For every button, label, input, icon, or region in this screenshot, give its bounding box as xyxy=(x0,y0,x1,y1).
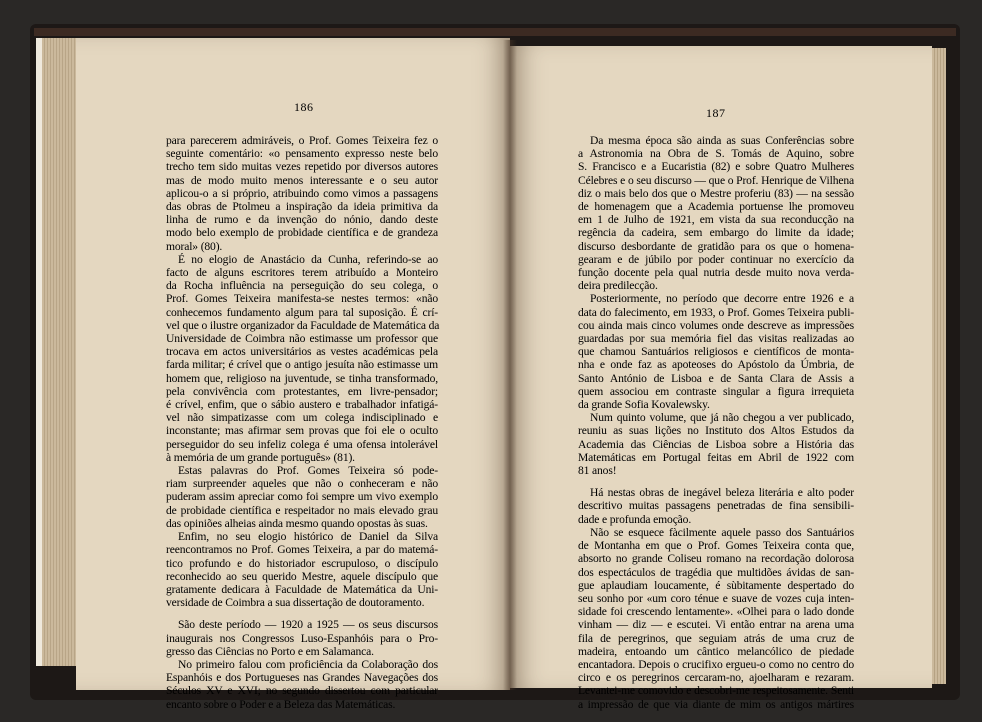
text-line: mas de modo muito menos interessante e o seu autor xyxy=(166,173,438,187)
text-line: perseguidor do seu infeliz colega é uma ofensa intolerável xyxy=(166,437,438,451)
text-line: fila de peregrinos, que seguiam atrás de uma cruz de xyxy=(578,631,854,645)
text-line: à memória de um grande português» (81). xyxy=(166,450,355,464)
text-line: de probidade científica e respeitador no mais elevado grau xyxy=(166,503,438,517)
text-line: seguinte comentário: «o pensamento expresso neste belo xyxy=(166,147,438,161)
text-line: seu sonho por «um coro ténue e suave de vozes cuja inten- xyxy=(578,591,854,605)
text-line: Posteriormente, no período que decorre entre 1926 e a xyxy=(590,292,854,306)
text-line: pela convivência com protestantes, em livre-pensador; xyxy=(166,384,438,398)
text-line: função docente pela qual nutria desde muito nova verda- xyxy=(578,266,854,280)
text-line: moral» (80). xyxy=(166,239,223,253)
text-line: a impressão de que via diante de mim os antigos mártires xyxy=(578,697,854,711)
text-line: inaugurais nos Congressos Luso-Espanhóis para o Pro- xyxy=(166,631,438,645)
text-line: riam surpreender aqueles que não o conheceram e não xyxy=(166,477,438,491)
text-line: conhecemos fundamento algum para tal suposição. É crí- xyxy=(166,305,438,319)
text-line: Da mesma época são ainda as suas Conferências sobre xyxy=(590,134,854,147)
text-line: trocava em actos universitários as vestes académicas pela xyxy=(166,345,438,359)
text-line: gresso das Ciências no Porto e em Salamanca. xyxy=(166,644,374,658)
text-line: diz o mais belo dos que o Mestre proferiu (83) — na sessão xyxy=(578,186,854,200)
text-line: quem associou em contraste singular a figura irrequieta xyxy=(578,384,854,398)
text-line: Espanhóis e dos Portugueses nas Grandes Navegações dos xyxy=(166,671,438,685)
text-line: vel que o ilustre organizador da Faculdade de Matemática da xyxy=(166,318,440,332)
text-line: dos espectáculos de tragédia que multidões ávidas de san- xyxy=(578,565,854,579)
text-line: das opiniões alheias ainda mesmo quando opostas às suas. xyxy=(166,516,428,530)
text-line: em 1 de Julho de 1921, em vista da sua reconducção na xyxy=(578,213,854,227)
book-spine-edge xyxy=(34,28,956,36)
text-line: É no elogio de Anastácio da Cunha, referindo-se ao xyxy=(178,252,438,266)
text-line: trecho tem sido muitas vezes repetido por diversos autores xyxy=(166,160,438,174)
text-line: Santo António de Lisboa e de Santa Clara de Assis a xyxy=(578,371,854,385)
text-line: puderam assim apreciar como foi sempre um vivo exemplo xyxy=(166,490,438,504)
text-line: No primeiro falou com proficiência da Colaboração dos xyxy=(178,657,438,671)
text-line: reencontramos no Prof. Gomes Teixeira, a par do matemá- xyxy=(166,543,438,557)
text-line: Levantei-me comovido e descobri-me respeitosamente. Senti xyxy=(578,684,854,698)
text-line: data do falecimento, em 1933, o Prof. Gomes Teixeira publi- xyxy=(578,305,854,319)
text-line: circo e os peregrinos cercaram-no, ajoelharam e rezaram. xyxy=(578,671,854,685)
text-line: vinham — diz — e escutei. Vi então entrar na arena uma xyxy=(578,618,854,632)
text-line: farda militar; é crível que o antigo jesuíta não estimasse um xyxy=(166,358,438,372)
text-line: absorto no grande Coliseu romano na recordação dolorosa xyxy=(578,552,854,566)
text-line: gue aplaudiam loucamente, é sùbitamente despertado do xyxy=(578,578,854,592)
text-line: cou ainda mais cinco volumes onde descreve as impressões xyxy=(578,318,854,332)
text-line: a Astronomia na Obra de S. Tomás de Aquino, sobre xyxy=(578,147,854,161)
text-line: Universidade de Coimbra não estimasse um professor que xyxy=(166,332,438,346)
text-line: Academia das Ciências de Lisboa sobre a História das xyxy=(578,437,854,451)
text-line: vel não simpatizasse com um colega indisciplinado e xyxy=(166,411,438,425)
text-line: das obras de Ptolmeu a inspiração da ideia primitiva da xyxy=(166,200,438,214)
right-page-number: 187 xyxy=(706,106,726,120)
right-page-text xyxy=(578,134,854,711)
text-line: discurso desbordante de gratidão para os que o homena- xyxy=(578,239,854,253)
text-line: da Rocha influência na perseguição do seu colega, o xyxy=(166,279,438,293)
text-line: é crível, enfim, que o sábio austero e trabalhador infatigá- xyxy=(166,398,438,412)
text-line: Séculos XV e XVI; no segundo dissertou com particular xyxy=(166,684,438,698)
text-line: reconhecido ao seu querido Mestre, aquele discípulo que xyxy=(166,569,438,583)
text-line: de homenagem que a Academia portuense lhe promoveu xyxy=(578,200,854,214)
text-line: Num quinto volume, que já não chegou a ver publicado, xyxy=(590,411,854,425)
text-line: encanto sobre o Poder e a Beleza das Matemáticas. xyxy=(166,697,396,711)
text-line: Há nestas obras de inegável beleza literária e alto poder xyxy=(590,486,854,500)
text-line: inconstante; mas afirmar sem provas que foi ele o oculto xyxy=(166,424,438,438)
left-page-text xyxy=(166,134,438,711)
text-line: guardadas por sua memória fiel das visitas realizadas ao xyxy=(578,332,854,346)
text-line: dade e profunda emoção. xyxy=(578,512,692,526)
text-line: facto de alguns escritores terem atribuído a Monteiro xyxy=(166,266,438,280)
text-line: gearam e de júbilo por poder continuar no exercício da xyxy=(578,252,854,266)
text-line: 81 anos! xyxy=(578,464,617,478)
text-line: da grande Sofia Kovalewsky. xyxy=(578,398,710,412)
text-line: madeira, entoando um cântico melancólico de piedade xyxy=(578,644,854,658)
text-line: linha de rumo e da invenção do nónio, dando deste xyxy=(166,213,438,227)
text-line: descritivo muitas passagens penetradas de fina sensibili- xyxy=(578,499,854,513)
text-line: para parecerem admiráveis, o Prof. Gomes Teixeira fez o xyxy=(166,134,438,147)
text-line: encantadora. Depois o crucifixo ergueu-o como no centro do xyxy=(578,657,854,671)
text-line: Célebres e o seu discurso — que o Prof. Henrique de Vilhena xyxy=(578,173,854,187)
text-line: Matemáticas em Portugal feitas em Abril de 1922 com xyxy=(578,450,854,464)
text-line: de Montanha em que o Prof. Gomes Teixeira conta que, xyxy=(578,539,854,553)
text-line: nha e onde faz as apoteoses do Apóstolo da Úmbria, de xyxy=(578,358,854,372)
text-line: homem que, religioso na juventude, se tinha transformado, xyxy=(166,371,438,385)
text-line: Estas palavras do Prof. Gomes Teixeira só pode- xyxy=(178,464,438,478)
text-line: versidade de Coimbra a sua dissertação de doutoramento. xyxy=(166,596,425,610)
text-line: sidade foi crescendo lentamente». «Olhei para o lado donde xyxy=(578,605,854,619)
text-line: São deste período — 1920 a 1925 — os seus discursos xyxy=(178,618,438,632)
text-line: gratamente dedicara à Faculdade de Matemática da Uni- xyxy=(166,582,438,596)
text-line: que chamou Santuários religiosos e científicos de monta- xyxy=(578,345,854,359)
text-line: aplicou-o a si próprio, atribuindo como vimos a passagens xyxy=(166,186,438,200)
text-line: Não se esquece fàcilmente aquele passo dos Santuários xyxy=(590,525,854,539)
text-line: reuniu as suas lições no Instituto dos Altos Estudos da xyxy=(578,424,854,438)
left-page-number: 186 xyxy=(294,100,314,114)
book-gutter xyxy=(503,40,517,690)
text-line: regência da cadeira, sem embargo do limite da idade; xyxy=(578,226,854,240)
text-line: deira predilecção. xyxy=(578,279,658,293)
text-line: modo belo exemplo de probidade científica e de grandeza xyxy=(166,226,438,240)
text-line: Enfim, no seu elogio histórico de Daniel da Silva xyxy=(178,530,438,544)
text-line: tico profundo e do historiador escrupuloso, o discípulo xyxy=(166,556,438,570)
text-line: S. Francisco e a Eucaristia (82) e sobre Quatro Mulheres xyxy=(578,160,854,174)
text-line: Prof. Gomes Teixeira manifesta-se nestes termos: «não xyxy=(166,292,438,306)
